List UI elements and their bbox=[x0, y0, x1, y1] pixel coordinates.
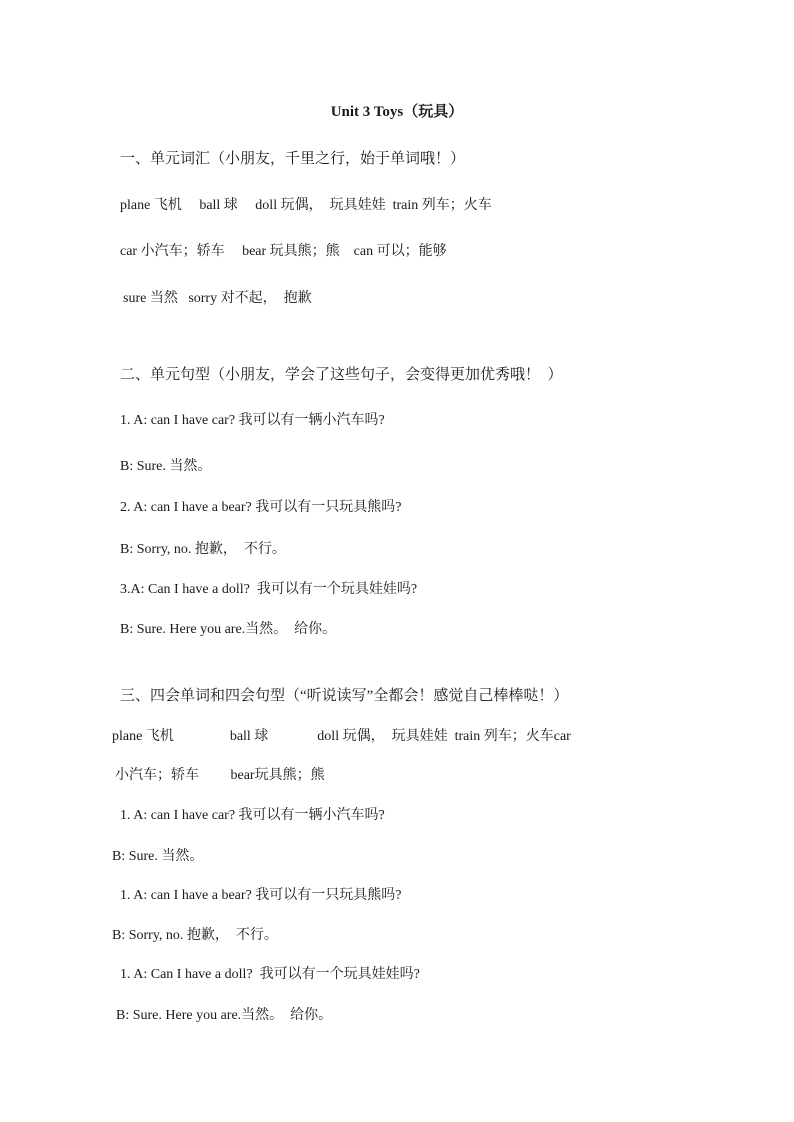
review-line-8: B: Sure. Here you are.当然。 给你。 bbox=[116, 1008, 333, 1023]
review-line-3: 1. A: can I have car? 我可以有一辆小汽车吗? bbox=[120, 808, 385, 823]
sentence-line-5: 3.A: Can I have a doll? 我可以有一个玩具娃娃吗? bbox=[120, 582, 418, 597]
sentence-line-6: B: Sure. Here you are.当然。 给你。 bbox=[120, 622, 337, 637]
section2-heading: 二、单元句型（小朋友，学会了这些句子，会变得更加优秀哦！ ） bbox=[120, 367, 563, 383]
review-line-4: B: Sure. 当然。 bbox=[112, 849, 204, 864]
section1-heading: 一、单元词汇（小朋友，千里之行，始于单词哦！） bbox=[120, 151, 466, 167]
review-line-5: 1. A: can I have a bear? 我可以有一只玩具熊吗? bbox=[120, 888, 402, 903]
sentence-line-2: B: Sure. 当然。 bbox=[120, 459, 212, 474]
sentence-line-4: B: Sorry, no. 抱歉， 不行。 bbox=[120, 542, 286, 557]
vocab-line-3: sure 当然 sorry 对不起， 抱歉 bbox=[123, 291, 312, 306]
vocab-line-1: plane 飞机 ball 球 doll 玩偶， 玩具娃娃 train 列车；火车 bbox=[120, 198, 492, 213]
sentence-line-3: 2. A: can I have a bear? 我可以有一只玩具熊吗? bbox=[120, 500, 402, 515]
sentence-line-1: 1. A: can I have car? 我可以有一辆小汽车吗? bbox=[120, 413, 385, 428]
review-line-2: 小汽车；轿车 bear玩具熊；熊 bbox=[115, 768, 325, 783]
page-title: Unit 3 Toys（玩具） bbox=[330, 104, 464, 120]
vocab-line-2: car 小汽车；轿车 bear 玩具熊；熊 can 可以；能够 bbox=[120, 244, 447, 259]
review-line-1: plane 飞机 ball 球 doll 玩偶， 玩具娃娃 train 列车；火车car bbox=[112, 729, 571, 744]
review-line-6: B: Sorry, no. 抱歉， 不行。 bbox=[112, 928, 278, 943]
section3-heading: 三、四会单词和四会句型（“听说读写”全都会！感觉自己棒棒哒！） bbox=[120, 688, 569, 704]
review-line-7: 1. A: Can I have a doll? 我可以有一个玩具娃娃吗? bbox=[120, 967, 420, 982]
